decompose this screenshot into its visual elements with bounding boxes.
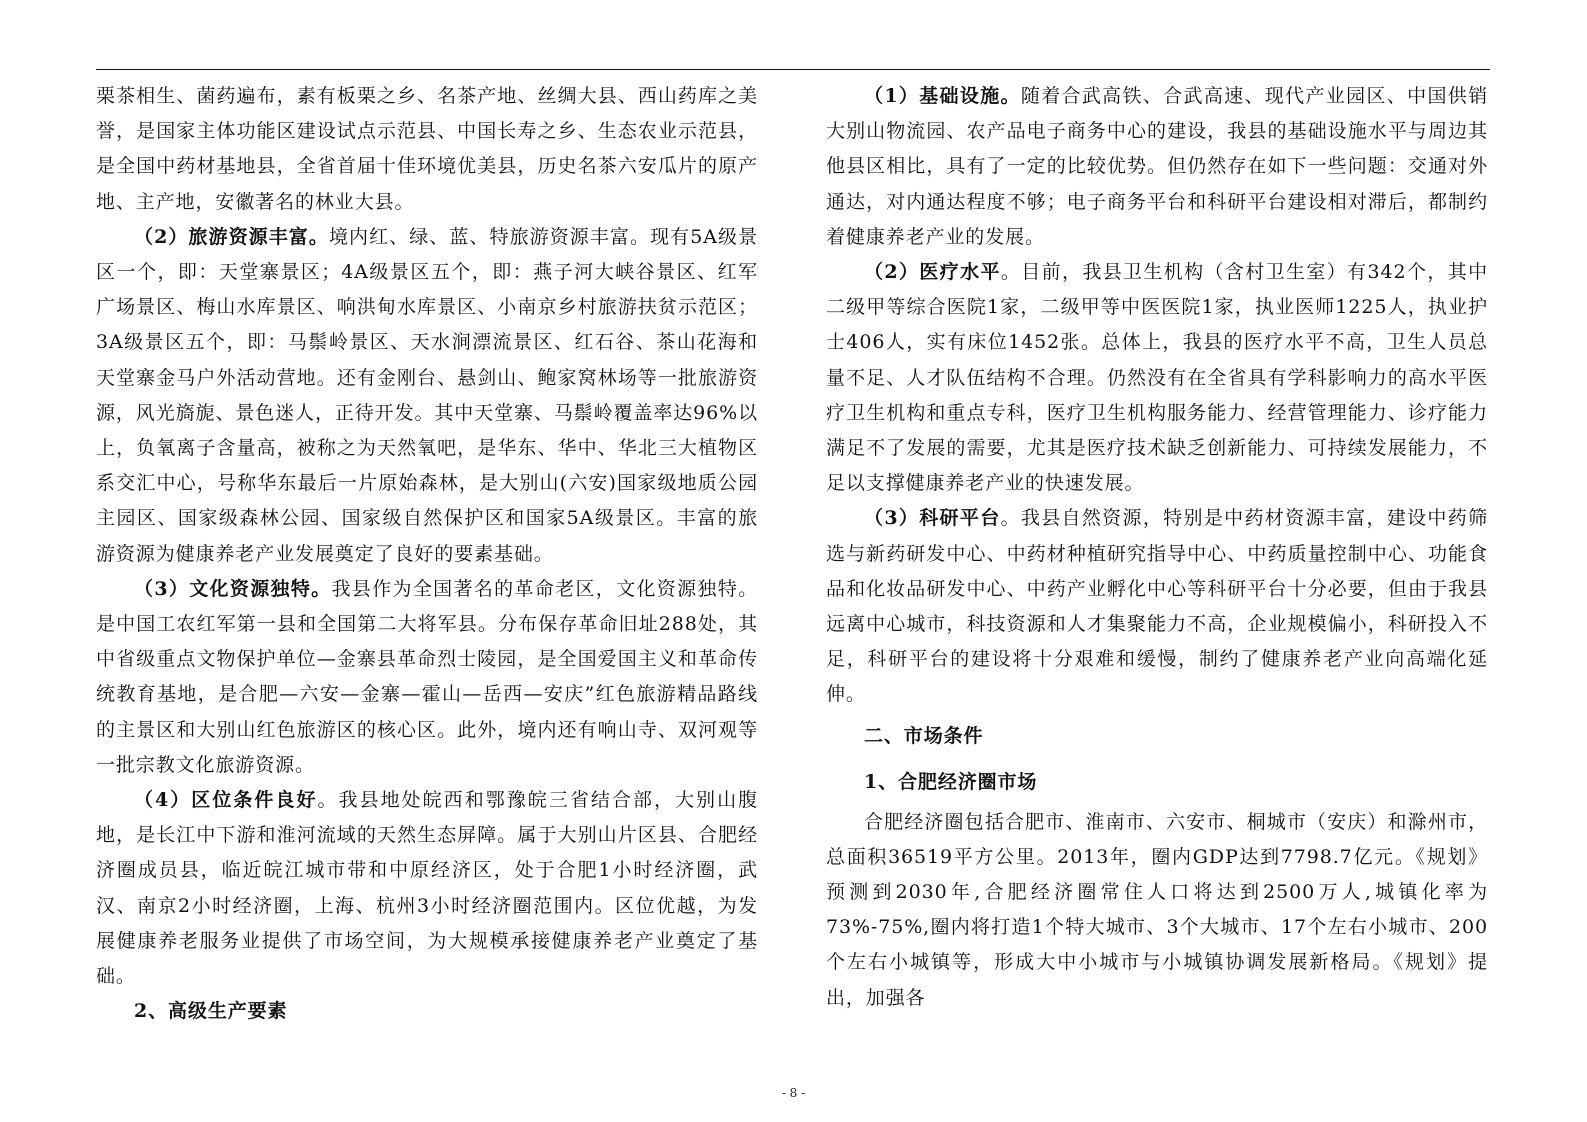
paragraph-tourism: [96, 220, 758, 572]
paragraph-text: 随着合武高铁、合武高速、现代产业园区、中国供销大别山物流园、农产品电子商务中心的建设，我县的基础设施水平与周边其他县区相比，具有了一定的比较优势。但仍然存在如下一些问题：交通对外通达，对内通达程度不够；电子商务平台和科研平台建设相对滞后，都制约着健康养老产业的发展。: [826, 85, 1488, 248]
paragraph-title: （3）文化资源独特。: [134, 577, 332, 600]
section-heading-market: 二、市场条件: [864, 724, 984, 747]
paragraph-text: 我县作为全国著名的革命老区，文化资源独特。是中国工农红军第一县和全国第二大将军县。分布保存革命旧址288处，其中省级重点文物保护单位—金寨县革命烈士陵园，是全国爱国主义和革命传统教育基地，是合肥—六安—金寨—霍山—岳西—安庆”红色旅游精品路线的主景区和大别山红色旅游区的核心区。此外，境内还有响山寺、双河观等一批宗教文化旅游资源。: [96, 577, 758, 776]
paragraph-title: （2）医疗水平: [864, 261, 1001, 284]
paragraph-text: 。我县自然资源，特别是中药材资源丰富，建设中药筛选与新药研发中心、中药材种植研究指导中心、中药质量控制中心、功能食品和化妆品研发中心、中药产业孵化中心等科研平台十分必要，但由于我县远离中心城市，科技资源和人才集聚能力不高，企业规模偏小，科研投入不足，科研平台的建设将十分艰难和缓慢，制约了健康养老产业向高端化延伸。: [826, 507, 1488, 706]
paragraph-research: [826, 501, 1488, 712]
right-column: [826, 79, 1488, 1016]
paragraph-continued: [96, 79, 758, 220]
paragraph-medical: [826, 255, 1488, 501]
paragraph-title: （4）区位条件良好: [134, 789, 318, 812]
subsection-heading: 1、合肥经济圈市场: [864, 770, 1038, 793]
paragraph-infrastructure: [826, 79, 1488, 255]
paragraph-title: （2）旅游资源丰富。: [134, 225, 329, 248]
header-rule: [96, 69, 1490, 70]
paragraph-text: 栗茶相生、菌药遍布，素有板栗之乡、名茶产地、丝绸大县、西山药库之美誉，是国家主体功能区建设试点示范县、中国长寿之乡、生态农业示范县，是全国中药材基地县，全省首届十佳环境优美县，历史名茶六安瓜片的原产地、主产地，安徽著名的林业大县。: [96, 85, 758, 213]
paragraph-text: 境内红、绿、蓝、特旅游资源丰富。现有5A级景区一个，即：天堂寨景区；4A级景区五个，即：燕子河大峡谷景区、红军广场景区、梅山水库景区、响洪甸水库景区、小南京乡村旅游扶贫示范区；3A级景区五个，即：马鬃岭景区、天水涧漂流景区、红石谷、茶山花海和天堂寨金马户外活动营地。还有金刚台、悬剑山、鲍家窝林场等一批旅游资源，风光旖旎、景色迷人，正待开发。其中天堂寨、马鬃岭覆盖率达96%以上，负氧离子含量高，被称之为天然氧吧，是华东、华中、华北三大植物区系交汇中心，号称华东最后一片原始森林，是大别山(六安)国家级地质公园主园区、国家级森林公园、国家级自然保护区和国家5A级景区。丰富的旅游资源为健康养老产业发展奠定了良好的要素基础。: [96, 225, 758, 565]
paragraph-text: 。我县地处皖西和鄂豫皖三省结合部，大别山腹地，是长江中下游和淮河流域的天然生态屏障。属于大别山片区县、合肥经济圈成员县，临近皖江城市带和中原经济区，处于合肥1小时经济圈，武汉、南京2小时经济圈，上海、杭州3小时经济圈范围内。区位优越，为发展健康养老服务业提供了市场空间，为大规模承接健康养老产业奠定了基础。: [96, 789, 758, 988]
paragraph-culture: [96, 572, 758, 783]
paragraph-title: （3）科研平台: [864, 507, 1001, 530]
section-heading: 2、高级生产要素: [134, 1000, 288, 1023]
paragraph-text: 合肥经济圈包括合肥市、淮南市、六安市、桐城市（安庆）和滁州市，总面积36519平方公里。2013年，圈内GDP达到7798.7亿元。《规划》预测到2030年,合肥经济圈常住人口将达到2500万人,城镇化率为73%-75%,圈内将打造1个特大城市、3个大城市、17个左右小城市、200个左右小城镇等，形成大中小城市与小城镇协调发展新格局。《规划》提出，加强各: [826, 810, 1488, 1009]
page-number: - 8 -: [781, 1086, 806, 1100]
paragraph-hefei-market: [826, 805, 1488, 1016]
left-column: [96, 79, 758, 1029]
paragraph-text: 。目前，我县卫生机构（含村卫生室）有342个，其中二级甲等综合医院1家，二级甲等中医医院1家，执业医师1225人，执业护士406人，实有床位1452张。总体上，我县的医疗水平不高，卫生人员总量不足、人才队伍结构不合理。仍然没有在全省具有学科影响力的高水平医疗卫生机构和重点专科，医疗卫生机构服务能力、经营管理能力、诊疗能力满足不了发展的需要，尤其是医疗技术缺乏创新能力、可持续发展能力，不足以支撑健康养老产业的快速发展。: [826, 261, 1488, 495]
paragraph-location: [96, 783, 758, 994]
paragraph-title: （1）基础设施。: [864, 85, 1021, 107]
